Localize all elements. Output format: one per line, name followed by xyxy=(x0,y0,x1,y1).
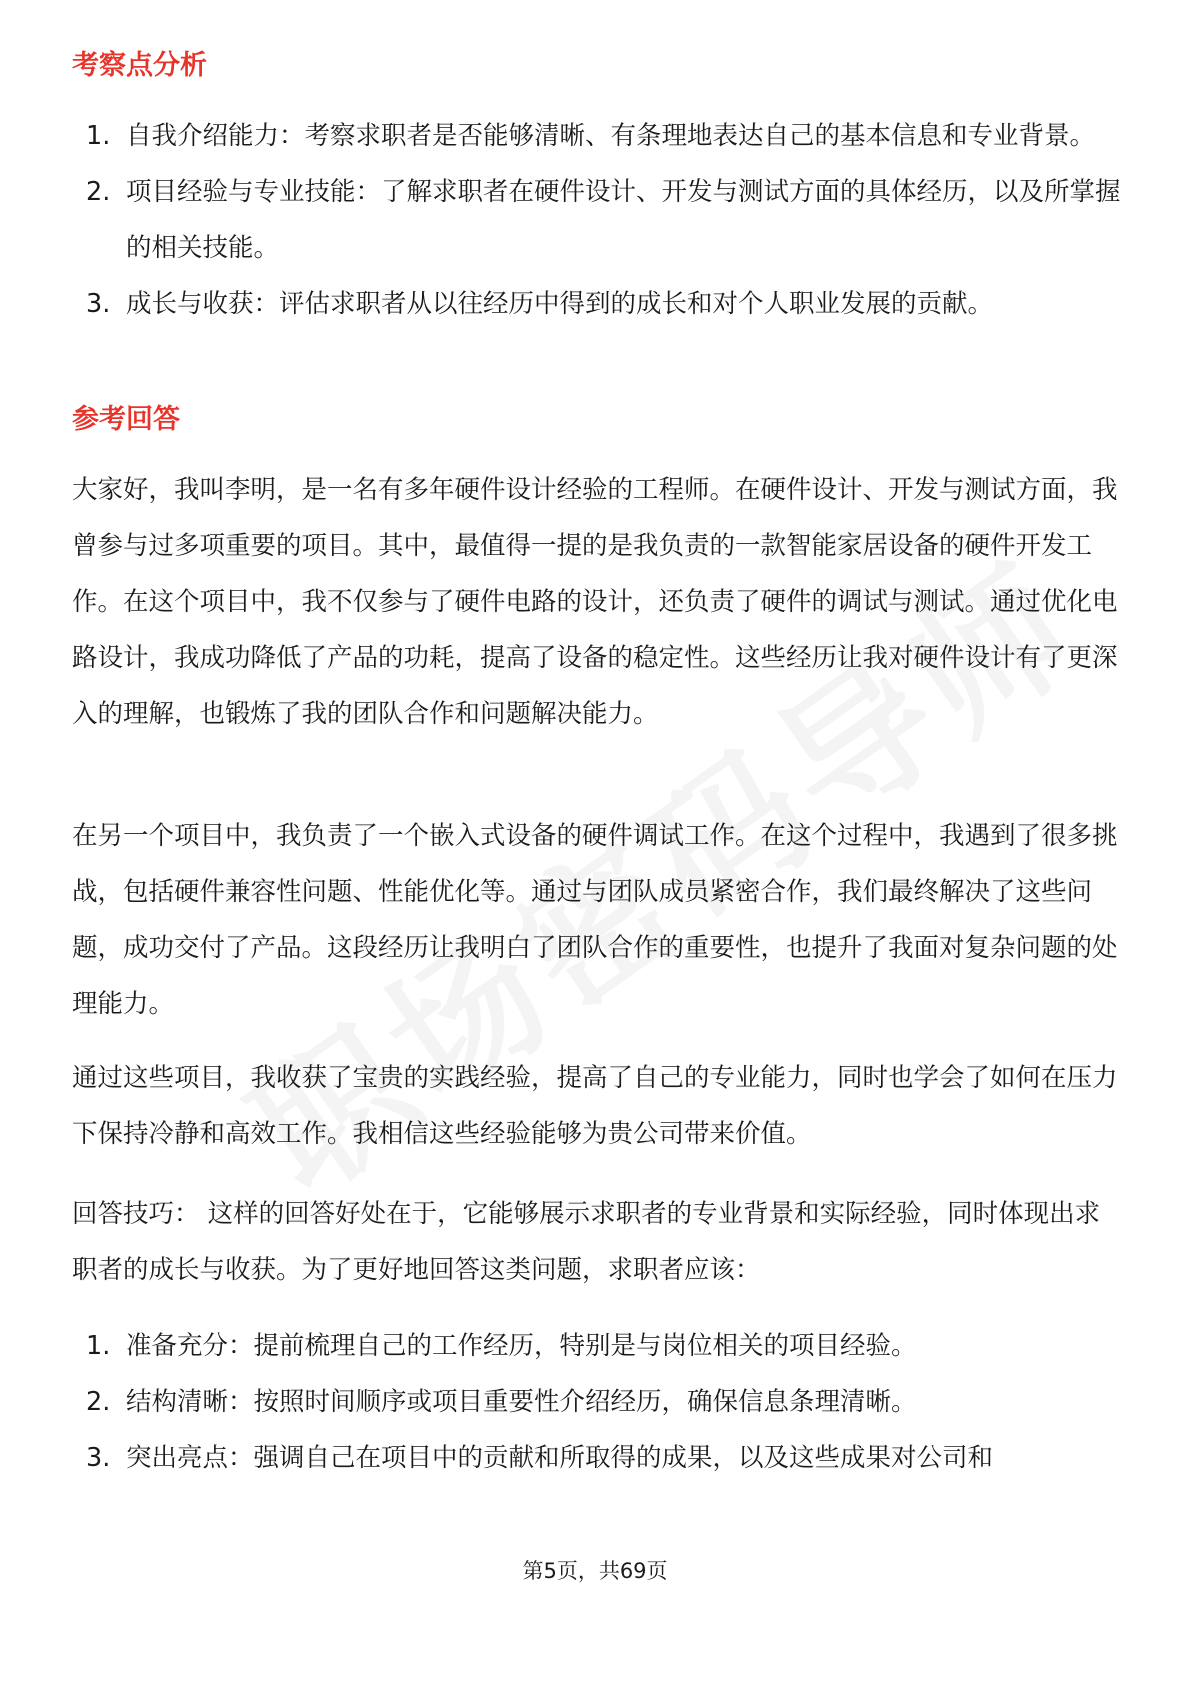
list-item xyxy=(72,1318,1122,1374)
tips-list xyxy=(72,1318,1122,1486)
answer-paragraph-3: 通过这些项目，我收获了宝贵的实践经验，提高了自己的专业能力，同时也学会了如何在压力下保持冷静和高效工作。我相信这些经验能够为贵公司带来价值。 xyxy=(72,1063,1118,1149)
list-number: 1. xyxy=(86,121,111,151)
list-number: 2. xyxy=(86,1387,111,1417)
list-item-text: 准备充分：提前梳理自己的工作经历，特别是与岗位相关的项目经验。 xyxy=(126,1331,917,1361)
list-number: 3. xyxy=(86,1443,111,1473)
list-item xyxy=(72,276,1122,332)
list-item xyxy=(72,108,1122,164)
list-number: 3. xyxy=(86,289,111,319)
list-item xyxy=(72,1430,1122,1486)
list-item xyxy=(72,164,1122,276)
list-item-text: 突出亮点：强调自己在项目中的贡献和所取得的成果，以及这些成果对公司和 xyxy=(126,1443,994,1473)
answer-tips-intro: 回答技巧： 这样的回答好处在于，它能够展示求职者的专业背景和实际经验，同时体现出求职者的成长与收获。为了更好地回答这类问题，求职者应该： xyxy=(72,1199,1101,1285)
answer-paragraph-1: 大家好，我叫李明，是一名有多年硬件设计经验的工程师。在硬件设计、开发与测试方面，我曾参与过多项重要的项目。其中，最值得一提的是我负责的一款智能家居设备的硬件开发工作。在这个项目中，我不仅参与了硬件电路的设计，还负责了硬件的调试与测试。通过优化电路设计，我成功降低了产品的功耗，提高了设备的稳定性。这些经历让我对硬件设计有了更深入的理解，也锻炼了我的团队合作和问题解决能力。 xyxy=(72,475,1118,729)
list-item-text: 项目经验与专业技能：了解求职者在硬件设计、开发与测试方面的具体经历，以及所掌握的相关技能。 xyxy=(126,177,1121,263)
list-number: 2. xyxy=(86,177,111,207)
list-item-text: 自我介绍能力：考察求职者是否能够清晰、有条理地表达自己的基本信息和专业背景。 xyxy=(126,121,1096,151)
page-number-footer: 第5页，共69页 xyxy=(522,1559,668,1583)
list-item xyxy=(72,1374,1122,1430)
answer-paragraph-2: 在另一个项目中，我负责了一个嵌入式设备的硬件调试工作。在这个过程中，我遇到了很多挑战，包括硬件兼容性问题、性能优化等。通过与团队成员紧密合作，我们最终解决了这些问题，成功交付了产品。这段经历让我明白了团队合作的重要性，也提升了我面对复杂问题的处理能力。 xyxy=(72,821,1118,1019)
list-item-text: 结构清晰：按照时间顺序或项目重要性介绍经历，确保信息条理清晰。 xyxy=(126,1387,917,1417)
list-item-text: 成长与收获：评估求职者从以往经历中得到的成长和对个人职业发展的贡献。 xyxy=(126,289,994,319)
section-heading-analysis: 考察点分析 xyxy=(72,50,207,81)
section-heading-answer: 参考回答 xyxy=(72,404,180,435)
list-number: 1. xyxy=(86,1331,111,1361)
analysis-list xyxy=(72,108,1122,332)
